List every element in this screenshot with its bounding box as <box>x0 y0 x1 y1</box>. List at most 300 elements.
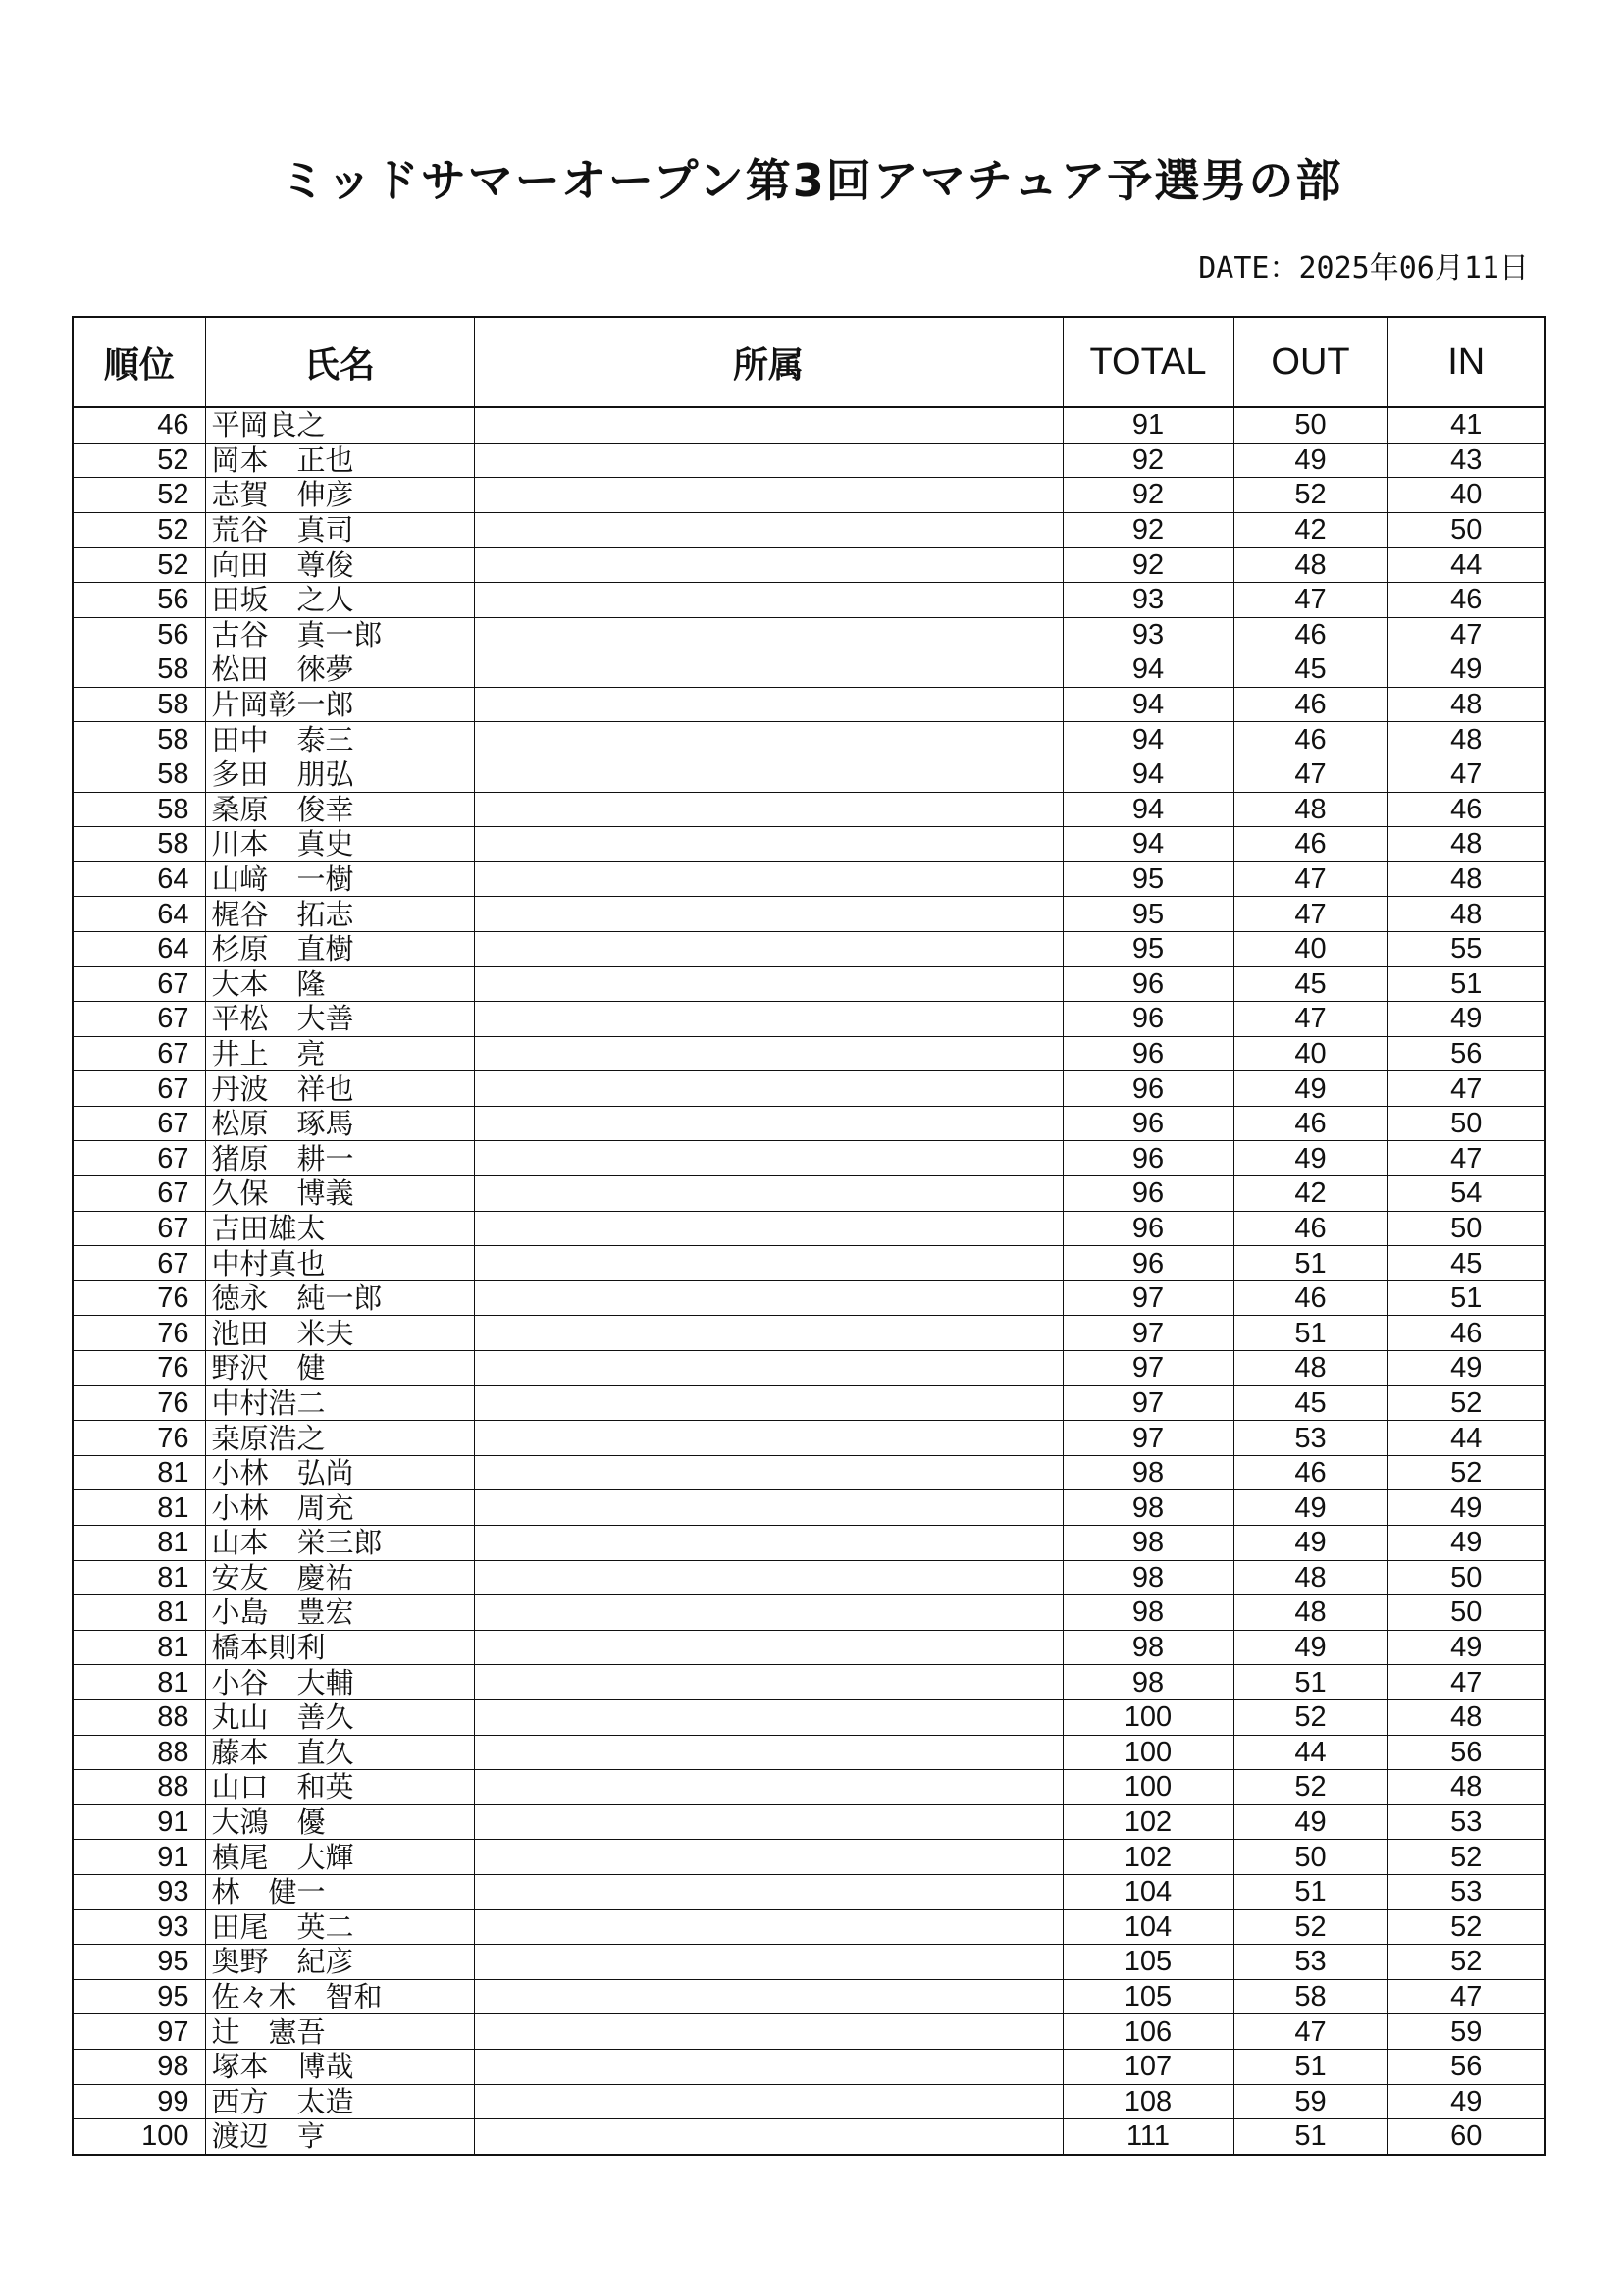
total-cell: 95 <box>1063 897 1233 932</box>
table-row <box>73 1176 1545 1212</box>
table-row <box>73 1071 1545 1107</box>
in-cell: 52 <box>1387 1909 1545 1945</box>
in-cell: 48 <box>1387 897 1545 932</box>
in-cell: 52 <box>1387 1945 1545 1980</box>
affiliation-cell <box>474 1699 1063 1735</box>
table-row <box>73 861 1545 897</box>
affiliation-cell <box>474 1316 1063 1351</box>
in-cell: 47 <box>1387 1141 1545 1176</box>
in-cell: 52 <box>1387 1840 1545 1875</box>
total-cell: 93 <box>1063 617 1233 652</box>
out-cell: 49 <box>1233 1071 1387 1107</box>
out-cell: 46 <box>1233 1106 1387 1141</box>
name-cell: 池田 米夫 <box>205 1316 474 1351</box>
rank-cell: 67 <box>73 1036 205 1071</box>
out-cell: 47 <box>1233 757 1387 792</box>
table-row <box>73 2014 1545 2050</box>
table-row <box>73 1735 1545 1770</box>
name-cell: 安友 慶祐 <box>205 1560 474 1595</box>
rank-cell: 46 <box>73 407 205 443</box>
in-cell: 44 <box>1387 1421 1545 1456</box>
total-cell: 98 <box>1063 1630 1233 1665</box>
name-cell: 丹波 祥也 <box>205 1071 474 1107</box>
total-cell: 100 <box>1063 1699 1233 1735</box>
name-cell: 渡辺 亨 <box>205 2119 474 2155</box>
table-row <box>73 1385 1545 1421</box>
name-cell: 橋本則利 <box>205 1630 474 1665</box>
rank-cell: 67 <box>73 1141 205 1176</box>
total-cell: 94 <box>1063 827 1233 862</box>
in-cell: 46 <box>1387 1316 1545 1351</box>
affiliation-cell <box>474 861 1063 897</box>
affiliation-cell <box>474 2084 1063 2119</box>
in-cell: 50 <box>1387 1211 1545 1246</box>
total-cell: 98 <box>1063 1455 1233 1490</box>
affiliation-cell <box>474 512 1063 548</box>
total-cell: 92 <box>1063 548 1233 583</box>
table-row <box>73 1002 1545 1037</box>
out-cell: 49 <box>1233 1141 1387 1176</box>
out-cell: 51 <box>1233 2049 1387 2084</box>
name-cell: 槙尾 大輝 <box>205 1840 474 1875</box>
in-cell: 41 <box>1387 407 1545 443</box>
in-cell: 49 <box>1387 1490 1545 1526</box>
total-cell: 96 <box>1063 1071 1233 1107</box>
table-row <box>73 1141 1545 1176</box>
rank-cell: 76 <box>73 1316 205 1351</box>
table-row <box>73 757 1545 792</box>
out-cell: 47 <box>1233 1002 1387 1037</box>
in-cell: 48 <box>1387 861 1545 897</box>
rank-cell: 67 <box>73 1211 205 1246</box>
table-row <box>73 1804 1545 1840</box>
affiliation-cell <box>474 1211 1063 1246</box>
table-row <box>73 792 1545 827</box>
out-cell: 51 <box>1233 1874 1387 1909</box>
affiliation-cell <box>474 1526 1063 1561</box>
affiliation-cell <box>474 1071 1063 1107</box>
total-cell: 107 <box>1063 2049 1233 2084</box>
table-row <box>73 443 1545 478</box>
total-cell: 102 <box>1063 1804 1233 1840</box>
header-total: TOTAL <box>1063 317 1233 407</box>
total-cell: 98 <box>1063 1490 1233 1526</box>
total-cell: 105 <box>1063 1945 1233 1980</box>
table-row <box>73 2049 1545 2084</box>
affiliation-cell <box>474 1595 1063 1631</box>
name-cell: 小林 弘尚 <box>205 1455 474 1490</box>
affiliation-cell <box>474 1909 1063 1945</box>
rank-cell: 58 <box>73 652 205 688</box>
affiliation-cell <box>474 1455 1063 1490</box>
affiliation-cell <box>474 1665 1063 1700</box>
header-in: IN <box>1387 317 1545 407</box>
name-cell: 大鴻 優 <box>205 1804 474 1840</box>
rank-cell: 67 <box>73 966 205 1002</box>
in-cell: 59 <box>1387 2014 1545 2050</box>
out-cell: 40 <box>1233 931 1387 966</box>
in-cell: 47 <box>1387 1979 1545 2014</box>
in-cell: 52 <box>1387 1385 1545 1421</box>
name-cell: 林 健一 <box>205 1874 474 1909</box>
rank-cell: 58 <box>73 722 205 757</box>
name-cell: 多田 朋弘 <box>205 757 474 792</box>
table-row <box>73 478 1545 513</box>
in-cell: 50 <box>1387 512 1545 548</box>
total-cell: 111 <box>1063 2119 1233 2155</box>
name-cell: 塚本 博哉 <box>205 2049 474 2084</box>
name-cell: 井上 亮 <box>205 1036 474 1071</box>
out-cell: 49 <box>1233 1630 1387 1665</box>
table-row <box>73 1246 1545 1281</box>
table-row <box>73 617 1545 652</box>
affiliation-cell <box>474 1385 1063 1421</box>
header-name: 氏名 <box>205 317 474 407</box>
rank-cell: 100 <box>73 2119 205 2155</box>
table-row <box>73 1560 1545 1595</box>
rank-cell: 91 <box>73 1840 205 1875</box>
affiliation-cell <box>474 1630 1063 1665</box>
rank-cell: 58 <box>73 792 205 827</box>
rank-cell: 93 <box>73 1909 205 1945</box>
out-cell: 40 <box>1233 1036 1387 1071</box>
rank-cell: 81 <box>73 1595 205 1631</box>
name-cell: 佐々木 智和 <box>205 1979 474 2014</box>
rank-cell: 52 <box>73 548 205 583</box>
out-cell: 44 <box>1233 1735 1387 1770</box>
in-cell: 48 <box>1387 827 1545 862</box>
out-cell: 49 <box>1233 443 1387 478</box>
rank-cell: 91 <box>73 1804 205 1840</box>
total-cell: 94 <box>1063 652 1233 688</box>
in-cell: 56 <box>1387 2049 1545 2084</box>
table-row <box>73 1526 1545 1561</box>
table-row <box>73 897 1545 932</box>
out-cell: 46 <box>1233 722 1387 757</box>
name-cell: 山﨑 一樹 <box>205 861 474 897</box>
rank-cell: 67 <box>73 1071 205 1107</box>
affiliation-cell <box>474 897 1063 932</box>
rank-cell: 76 <box>73 1385 205 1421</box>
out-cell: 53 <box>1233 1945 1387 1980</box>
affiliation-cell <box>474 1804 1063 1840</box>
affiliation-cell <box>474 966 1063 1002</box>
name-cell: 桑原 俊幸 <box>205 792 474 827</box>
rank-cell: 56 <box>73 582 205 617</box>
affiliation-cell <box>474 827 1063 862</box>
name-cell: 山口 和英 <box>205 1770 474 1805</box>
name-cell: 古谷 真一郎 <box>205 617 474 652</box>
rank-cell: 88 <box>73 1699 205 1735</box>
rank-cell: 52 <box>73 512 205 548</box>
name-cell: 梶谷 拓志 <box>205 897 474 932</box>
total-cell: 94 <box>1063 722 1233 757</box>
name-cell: 久保 博義 <box>205 1176 474 1212</box>
affiliation-cell <box>474 1280 1063 1316</box>
out-cell: 51 <box>1233 1665 1387 1700</box>
in-cell: 50 <box>1387 1106 1545 1141</box>
in-cell: 51 <box>1387 1280 1545 1316</box>
in-cell: 52 <box>1387 1455 1545 1490</box>
rank-cell: 67 <box>73 1002 205 1037</box>
rank-cell: 67 <box>73 1176 205 1212</box>
affiliation-cell <box>474 478 1063 513</box>
name-cell: 桒原浩之 <box>205 1421 474 1456</box>
out-cell: 52 <box>1233 1699 1387 1735</box>
name-cell: 徳永 純一郎 <box>205 1280 474 1316</box>
affiliation-cell <box>474 722 1063 757</box>
affiliation-cell <box>474 1735 1063 1770</box>
out-cell: 48 <box>1233 1351 1387 1386</box>
out-cell: 46 <box>1233 1455 1387 1490</box>
name-cell: 小島 豊宏 <box>205 1595 474 1631</box>
in-cell: 48 <box>1387 687 1545 722</box>
document-date: DATE：2025年06月11日 <box>1198 251 1529 286</box>
total-cell: 98 <box>1063 1560 1233 1595</box>
out-cell: 47 <box>1233 861 1387 897</box>
total-cell: 105 <box>1063 1979 1233 2014</box>
in-cell: 55 <box>1387 931 1545 966</box>
rank-cell: 52 <box>73 443 205 478</box>
in-cell: 48 <box>1387 722 1545 757</box>
in-cell: 53 <box>1387 1804 1545 1840</box>
rank-cell: 98 <box>73 2049 205 2084</box>
out-cell: 51 <box>1233 1246 1387 1281</box>
rank-cell: 58 <box>73 757 205 792</box>
rank-cell: 64 <box>73 897 205 932</box>
in-cell: 48 <box>1387 1699 1545 1735</box>
in-cell: 43 <box>1387 443 1545 478</box>
out-cell: 52 <box>1233 478 1387 513</box>
rank-cell: 56 <box>73 617 205 652</box>
total-cell: 96 <box>1063 1036 1233 1071</box>
table-row <box>73 2084 1545 2119</box>
affiliation-cell <box>474 1770 1063 1805</box>
name-cell: 丸山 善久 <box>205 1699 474 1735</box>
total-cell: 94 <box>1063 792 1233 827</box>
total-cell: 97 <box>1063 1280 1233 1316</box>
in-cell: 44 <box>1387 548 1545 583</box>
in-cell: 46 <box>1387 582 1545 617</box>
total-cell: 95 <box>1063 861 1233 897</box>
in-cell: 49 <box>1387 1630 1545 1665</box>
total-cell: 96 <box>1063 1141 1233 1176</box>
total-cell: 100 <box>1063 1770 1233 1805</box>
name-cell: 辻 憲吾 <box>205 2014 474 2050</box>
table-row <box>73 827 1545 862</box>
table-row <box>73 722 1545 757</box>
total-cell: 98 <box>1063 1595 1233 1631</box>
table-row <box>73 931 1545 966</box>
out-cell: 52 <box>1233 1770 1387 1805</box>
affiliation-cell <box>474 652 1063 688</box>
total-cell: 98 <box>1063 1526 1233 1561</box>
table-row <box>73 1595 1545 1631</box>
total-cell: 92 <box>1063 443 1233 478</box>
total-cell: 96 <box>1063 1246 1233 1281</box>
rank-cell: 93 <box>73 1874 205 1909</box>
name-cell: 向田 尊俊 <box>205 548 474 583</box>
table-row <box>73 652 1545 688</box>
table-row <box>73 1211 1545 1246</box>
affiliation-cell <box>474 548 1063 583</box>
affiliation-cell <box>474 1421 1063 1456</box>
affiliation-cell <box>474 1874 1063 1909</box>
total-cell: 95 <box>1063 931 1233 966</box>
rank-cell: 99 <box>73 2084 205 2119</box>
in-cell: 46 <box>1387 792 1545 827</box>
total-cell: 91 <box>1063 407 1233 443</box>
in-cell: 47 <box>1387 1665 1545 1700</box>
name-cell: 山本 栄三郎 <box>205 1526 474 1561</box>
out-cell: 52 <box>1233 1909 1387 1945</box>
header-row <box>73 317 1545 407</box>
rank-cell: 81 <box>73 1490 205 1526</box>
table-row <box>73 1945 1545 1980</box>
in-cell: 50 <box>1387 1595 1545 1631</box>
table-row <box>73 1351 1545 1386</box>
name-cell: 小谷 大輔 <box>205 1665 474 1700</box>
name-cell: 平松 大善 <box>205 1002 474 1037</box>
affiliation-cell <box>474 1141 1063 1176</box>
rank-cell: 81 <box>73 1526 205 1561</box>
name-cell: 吉田雄太 <box>205 1211 474 1246</box>
name-cell: 片岡彰一郎 <box>205 687 474 722</box>
out-cell: 59 <box>1233 2084 1387 2119</box>
rank-cell: 67 <box>73 1106 205 1141</box>
in-cell: 48 <box>1387 1770 1545 1805</box>
name-cell: 小林 周充 <box>205 1490 474 1526</box>
total-cell: 96 <box>1063 1002 1233 1037</box>
affiliation-cell <box>474 1036 1063 1071</box>
affiliation-cell <box>474 1840 1063 1875</box>
rank-cell: 81 <box>73 1560 205 1595</box>
affiliation-cell <box>474 1945 1063 1980</box>
out-cell: 46 <box>1233 1211 1387 1246</box>
rank-cell: 81 <box>73 1630 205 1665</box>
header-affiliation: 所属 <box>474 317 1063 407</box>
out-cell: 48 <box>1233 1595 1387 1631</box>
out-cell: 48 <box>1233 1560 1387 1595</box>
out-cell: 51 <box>1233 1316 1387 1351</box>
name-cell: 荒谷 真司 <box>205 512 474 548</box>
name-cell: 岡本 正也 <box>205 443 474 478</box>
name-cell: 西方 太造 <box>205 2084 474 2119</box>
in-cell: 49 <box>1387 652 1545 688</box>
table-row <box>73 1280 1545 1316</box>
rank-cell: 81 <box>73 1455 205 1490</box>
in-cell: 56 <box>1387 1735 1545 1770</box>
rank-cell: 58 <box>73 687 205 722</box>
total-cell: 94 <box>1063 687 1233 722</box>
affiliation-cell <box>474 2014 1063 2050</box>
table-row <box>73 1106 1545 1141</box>
in-cell: 54 <box>1387 1176 1545 1212</box>
in-cell: 56 <box>1387 1036 1545 1071</box>
in-cell: 47 <box>1387 757 1545 792</box>
header-out: OUT <box>1233 317 1387 407</box>
name-cell: 猪原 耕一 <box>205 1141 474 1176</box>
affiliation-cell <box>474 1490 1063 1526</box>
rank-cell: 64 <box>73 931 205 966</box>
rank-cell: 88 <box>73 1735 205 1770</box>
out-cell: 42 <box>1233 1176 1387 1212</box>
affiliation-cell <box>474 617 1063 652</box>
affiliation-cell <box>474 582 1063 617</box>
table-row <box>73 512 1545 548</box>
rank-cell: 58 <box>73 827 205 862</box>
name-cell: 大本 隆 <box>205 966 474 1002</box>
out-cell: 53 <box>1233 1421 1387 1456</box>
out-cell: 45 <box>1233 1385 1387 1421</box>
rank-cell: 95 <box>73 1979 205 2014</box>
table-row <box>73 407 1545 443</box>
total-cell: 92 <box>1063 512 1233 548</box>
affiliation-cell <box>474 792 1063 827</box>
total-cell: 100 <box>1063 1735 1233 1770</box>
out-cell: 45 <box>1233 966 1387 1002</box>
affiliation-cell <box>474 407 1063 443</box>
total-cell: 92 <box>1063 478 1233 513</box>
table-row <box>73 1840 1545 1875</box>
results-table <box>72 316 1546 2156</box>
rank-cell: 88 <box>73 1770 205 1805</box>
affiliation-cell <box>474 1979 1063 2014</box>
name-cell: 藤本 直久 <box>205 1735 474 1770</box>
name-cell: 中村浩二 <box>205 1385 474 1421</box>
name-cell: 平岡良之 <box>205 407 474 443</box>
out-cell: 50 <box>1233 1840 1387 1875</box>
in-cell: 50 <box>1387 1560 1545 1595</box>
out-cell: 51 <box>1233 2119 1387 2155</box>
out-cell: 49 <box>1233 1526 1387 1561</box>
affiliation-cell <box>474 1246 1063 1281</box>
out-cell: 45 <box>1233 652 1387 688</box>
out-cell: 46 <box>1233 827 1387 862</box>
rank-cell: 76 <box>73 1421 205 1456</box>
affiliation-cell <box>474 1002 1063 1037</box>
table-row <box>73 1421 1545 1456</box>
out-cell: 47 <box>1233 582 1387 617</box>
name-cell: 野沢 健 <box>205 1351 474 1386</box>
in-cell: 60 <box>1387 2119 1545 2155</box>
rank-cell: 81 <box>73 1665 205 1700</box>
table-row <box>73 966 1545 1002</box>
table-row <box>73 1490 1545 1526</box>
total-cell: 106 <box>1063 2014 1233 2050</box>
affiliation-cell <box>474 443 1063 478</box>
in-cell: 51 <box>1387 966 1545 1002</box>
rank-cell: 67 <box>73 1246 205 1281</box>
table-row <box>73 1770 1545 1805</box>
out-cell: 50 <box>1233 407 1387 443</box>
affiliation-cell <box>474 2049 1063 2084</box>
page-title: ミッドサマーオープン第3回アマチュア予選男の部 <box>280 154 1343 207</box>
in-cell: 49 <box>1387 1351 1545 1386</box>
table-row <box>73 548 1545 583</box>
table-row <box>73 1036 1545 1071</box>
out-cell: 47 <box>1233 897 1387 932</box>
name-cell: 田坂 之人 <box>205 582 474 617</box>
table-row <box>73 1316 1545 1351</box>
out-cell: 42 <box>1233 512 1387 548</box>
total-cell: 97 <box>1063 1421 1233 1456</box>
affiliation-cell <box>474 1560 1063 1595</box>
rank-cell: 76 <box>73 1351 205 1386</box>
in-cell: 47 <box>1387 617 1545 652</box>
out-cell: 49 <box>1233 1804 1387 1840</box>
table-row <box>73 2119 1545 2155</box>
